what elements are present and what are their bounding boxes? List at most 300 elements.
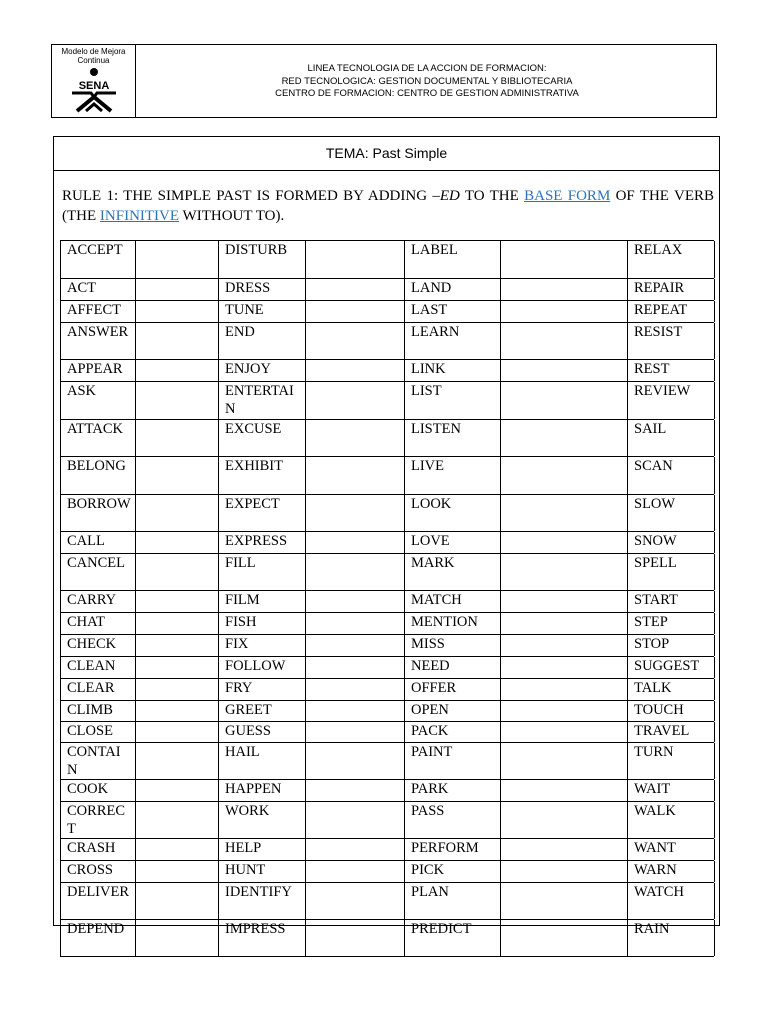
column-divider [714,839,715,860]
column-divider [60,743,61,779]
column-divider [305,323,306,359]
verb-cell: CHAT [67,614,105,630]
column-divider [714,241,715,278]
table-row [60,801,714,838]
column-divider [60,323,61,359]
verb-cell: GUESS [225,723,271,739]
verb-cell: HUNT [225,862,266,878]
sena-logo-icon [69,67,119,113]
column-divider [218,591,219,612]
verb-cell: WARN [634,862,677,878]
column-divider [135,657,136,678]
logo-cell [52,45,136,117]
verb-cell: LAST [411,302,448,318]
verb-cell: ATTACK [67,421,124,437]
verb-cell: REVIEW [634,383,691,399]
column-divider [135,722,136,742]
table-row [60,419,714,456]
column-divider [60,920,61,956]
verb-cell: CALL [67,533,105,549]
column-divider [404,279,405,300]
column-divider [135,279,136,300]
verb-cell: MARK [411,555,455,571]
table-row [60,456,714,494]
table-row [60,240,714,278]
column-divider [60,802,61,838]
column-divider [218,532,219,553]
column-divider [404,743,405,779]
column-divider [627,883,628,919]
verb-cell: REST [634,361,670,377]
column-divider [218,323,219,359]
verb-cell: NEED [411,658,450,674]
column-divider [627,591,628,612]
column-divider [218,861,219,882]
column-divider [714,802,715,838]
verb-cell: PLAN [411,884,449,900]
column-divider [218,360,219,381]
verb-cell: LIST [411,383,442,399]
column-divider [404,679,405,700]
column-divider [218,635,219,656]
verb-cell: LISTEN [411,421,461,437]
column-divider [218,679,219,700]
column-divider [60,679,61,700]
verb-cell: LOVE [411,533,450,549]
column-divider [305,613,306,634]
verb-cell: PREDICT [411,921,472,937]
column-divider [305,591,306,612]
column-divider [218,301,219,322]
verb-cell: FILM [225,592,260,608]
verb-cell: ASK [67,383,97,399]
column-divider [305,360,306,381]
verb-cell: EXCUSE [225,421,282,437]
verb-cell: CONTAIN [67,744,121,778]
verb-cell: PARK [411,781,449,797]
column-divider [60,241,61,278]
verb-cell: CANCEL [67,555,125,571]
column-divider [135,457,136,494]
column-divider [305,532,306,553]
column-divider [305,802,306,838]
column-divider [714,780,715,801]
column-divider [60,591,61,612]
column-divider [135,920,136,956]
rule-part: OF THE VERB (THE [62,188,715,224]
column-divider [60,279,61,300]
verb-cell: EXHIBIT [225,458,283,474]
verb-cell: START [634,592,678,608]
column-divider [305,301,306,322]
column-divider [627,554,628,590]
verb-cell: WAIT [634,781,671,797]
verb-cell: WALK [634,803,676,819]
verb-cell: SLOW [634,496,676,512]
column-divider [404,920,405,956]
column-divider [714,554,715,590]
column-divider [404,554,405,590]
verb-cell: CARRY [67,592,117,608]
verb-cell: RAIN [634,921,670,937]
rule-suffix: ED [439,188,460,204]
column-divider [218,241,219,278]
verb-cell: CLIMB [67,702,113,718]
rule-part: TO THE [459,188,525,204]
column-divider [714,382,715,419]
column-divider [627,279,628,300]
verb-cell: SAIL [634,421,667,437]
column-divider [60,722,61,742]
column-divider [714,861,715,882]
column-divider [135,554,136,590]
column-divider [60,495,61,531]
column-divider [305,420,306,456]
column-divider [627,420,628,456]
rule-part: WITHOUT TO). [179,208,285,224]
header-line: CENTRO DE FORMACION: CENTRO DE GESTION ADMINISTRATIVA [275,88,579,99]
verb-cell: AFFECT [67,302,121,318]
column-divider [714,495,715,531]
column-divider [135,532,136,553]
column-divider [404,360,405,381]
column-divider [60,457,61,494]
column-divider [60,635,61,656]
header-line: RED TECNOLOGICA: GESTION DOCUMENTAL Y BIBLIOTECARIA [281,75,573,87]
verb-cell: FIX [225,636,249,652]
table-row [60,882,714,919]
column-divider [627,701,628,721]
column-divider [60,883,61,919]
verb-cell: ACT [67,280,96,296]
column-divider [714,279,715,300]
table-row [60,300,714,322]
column-divider [404,382,405,419]
verb-cell: TALK [634,680,672,696]
table-row [60,678,714,700]
verb-cell: FISH [225,614,257,630]
table-row [60,656,714,678]
column-divider [305,635,306,656]
column-divider [627,382,628,419]
column-divider [305,743,306,779]
verb-cell: FILL [225,555,256,571]
column-divider [714,920,715,956]
verb-cell: ACCEPT [67,242,123,258]
column-divider [218,780,219,801]
verb-cell: DEPEND [67,921,125,937]
infinitive-link[interactable]: INFINITIVE [99,208,180,224]
column-divider [305,279,306,300]
verb-cell: ANSWER [67,324,129,340]
column-divider [404,701,405,721]
verb-cell: HAIL [225,744,260,760]
verb-cell: WANT [634,840,676,856]
table-row [60,612,714,634]
column-divider [218,613,219,634]
verb-cell: DISTURB [225,242,288,258]
column-divider [135,679,136,700]
column-divider [404,495,405,531]
column-divider [627,802,628,838]
verb-cell: CLEAN [67,658,116,674]
column-divider [218,701,219,721]
column-divider [404,301,405,322]
column-divider [305,241,306,278]
column-divider [135,839,136,860]
column-divider [135,780,136,801]
column-divider [218,883,219,919]
column-divider [404,780,405,801]
verb-cell: HAPPEN [225,781,282,797]
verb-cell: SCAN [634,458,673,474]
column-divider [305,679,306,700]
column-divider [218,920,219,956]
column-divider [135,360,136,381]
verb-cell: PASS [411,803,445,819]
column-divider [627,839,628,860]
table-row [60,721,714,742]
column-divider [627,780,628,801]
verb-cell: TUNE [225,302,264,318]
column-divider [60,360,61,381]
column-divider [404,722,405,742]
table-row [60,779,714,801]
column-divider [218,420,219,456]
column-divider [60,382,61,419]
column-divider [135,591,136,612]
column-divider [714,613,715,634]
base-form-link[interactable]: BASE FORM [524,188,611,204]
column-divider [305,861,306,882]
column-divider [627,635,628,656]
column-divider [627,457,628,494]
column-divider [135,861,136,882]
column-divider [135,635,136,656]
column-divider [404,457,405,494]
column-divider [60,657,61,678]
column-divider [60,701,61,721]
column-divider [218,657,219,678]
verb-cell: STOP [634,636,670,652]
column-divider [218,554,219,590]
header-lines [136,63,718,101]
column-divider [714,679,715,700]
column-divider [60,532,61,553]
column-divider [627,532,628,553]
column-divider [714,743,715,779]
verb-cell: WATCH [634,884,684,900]
verb-cell: GREET [225,702,272,718]
verb-cell: MATCH [411,592,462,608]
column-divider [135,420,136,456]
column-divider [627,920,628,956]
column-divider [627,679,628,700]
verb-cell: MENTION [411,614,478,630]
table-row [60,278,714,300]
column-divider [714,457,715,494]
column-divider [135,323,136,359]
column-divider [404,323,405,359]
column-divider [404,657,405,678]
verb-cell: BELONG [67,458,126,474]
verb-cell: RESIST [634,324,683,340]
column-divider [60,780,61,801]
column-divider [60,861,61,882]
column-divider [627,613,628,634]
verb-cell: RELAX [634,242,683,258]
verb-cell: CROSS [67,862,113,878]
column-divider [60,613,61,634]
verb-cell: LEARN [411,324,460,340]
header-line: LINEA TECNOLOGIA DE LA ACCION DE FORMACION: [307,63,547,74]
main-content-box [53,136,720,937]
column-divider [218,839,219,860]
verb-cell: CLEAR [67,680,115,696]
column-divider [627,301,628,322]
column-divider [135,743,136,779]
column-divider [305,701,306,721]
verb-cell: IMPRESS [225,921,286,937]
column-divider [305,780,306,801]
verb-cell: BORROW [67,496,131,512]
column-divider [135,701,136,721]
column-divider [218,382,219,419]
column-divider [305,839,306,860]
verb-cell: LINK [411,361,446,377]
verb-cell: WORK [225,803,270,819]
table-row [60,531,714,553]
column-divider [627,861,628,882]
column-divider [627,495,628,531]
verb-cell: REPEAT [634,302,688,318]
column-divider [714,883,715,919]
verb-cell: CRASH [67,840,116,856]
column-divider [60,301,61,322]
column-divider [714,323,715,359]
verb-cell: MISS [411,636,445,652]
verb-cell: TOUCH [634,702,684,718]
rule-part: RULE 1: THE SIMPLE PAST IS FORMED BY ADDING – [62,188,440,204]
verb-cell: ENTERTAIN [225,383,294,417]
column-divider [305,457,306,494]
column-divider [714,635,715,656]
verb-cell: OFFER [411,680,457,696]
svg-text:SENA: SENA [78,80,110,92]
column-divider [305,495,306,531]
logo-caption: Modelo de Mejora Continua [61,47,126,65]
column-divider [404,839,405,860]
document-header [51,44,717,118]
column-divider [218,802,219,838]
column-divider [627,241,628,278]
column-divider [714,701,715,721]
column-divider [714,657,715,678]
column-divider [60,554,61,590]
column-divider [305,382,306,419]
column-divider [404,591,405,612]
verb-cell: SNOW [634,533,677,549]
verb-cell: LOOK [411,496,452,512]
column-divider [714,360,715,381]
table-row [60,590,714,612]
column-divider [404,635,405,656]
verb-cell: FRY [225,680,253,696]
column-divider [404,861,405,882]
column-divider [627,722,628,742]
verb-cell: CORRECT [67,803,126,837]
verb-cell: EXPRESS [225,533,288,549]
column-divider [714,722,715,742]
verb-cell: END [225,324,255,340]
table-row [60,742,714,779]
table-row [60,838,714,860]
column-divider [627,323,628,359]
verb-cell: IDENTIFY [225,884,292,900]
verb-table [60,240,714,957]
column-divider [305,554,306,590]
topic-title: TEMA: Past Simple [54,137,719,171]
column-divider [714,420,715,456]
column-divider [135,802,136,838]
table-row [60,919,714,957]
table-row [60,553,714,590]
column-divider [135,613,136,634]
verb-cell: FOLLOW [225,658,286,674]
verb-cell: TRAVEL [634,723,690,739]
column-divider [135,883,136,919]
column-divider [714,591,715,612]
column-divider [305,657,306,678]
column-divider [305,920,306,956]
column-divider [627,657,628,678]
verb-cell: APPEAR [67,361,123,377]
verb-cell: HELP [225,840,262,856]
column-divider [627,743,628,779]
verb-cell: CHECK [67,636,117,652]
verb-cell: PERFORM [411,840,479,856]
verb-cell: DRESS [225,280,271,296]
verb-cell: EXPECT [225,496,280,512]
column-divider [404,241,405,278]
column-divider [404,883,405,919]
column-divider [135,382,136,419]
verb-cell: DELIVER [67,884,130,900]
table-row [60,322,714,359]
verb-cell: PAINT [411,744,453,760]
column-divider [60,839,61,860]
column-divider [135,301,136,322]
verb-cell: REPAIR [634,280,685,296]
verb-cell: LABEL [411,242,458,258]
column-divider [404,532,405,553]
column-divider [305,883,306,919]
column-divider [404,802,405,838]
column-divider [714,301,715,322]
table-row [60,359,714,381]
column-divider [218,279,219,300]
table-row [60,700,714,721]
verb-cell: OPEN [411,702,449,718]
verb-cell: ENJOY [225,361,271,377]
verb-cell: CLOSE [67,723,113,739]
column-divider [404,420,405,456]
column-divider [218,743,219,779]
column-divider [714,532,715,553]
table-row [60,860,714,882]
verb-cell: PACK [411,723,449,739]
table-row [60,634,714,656]
